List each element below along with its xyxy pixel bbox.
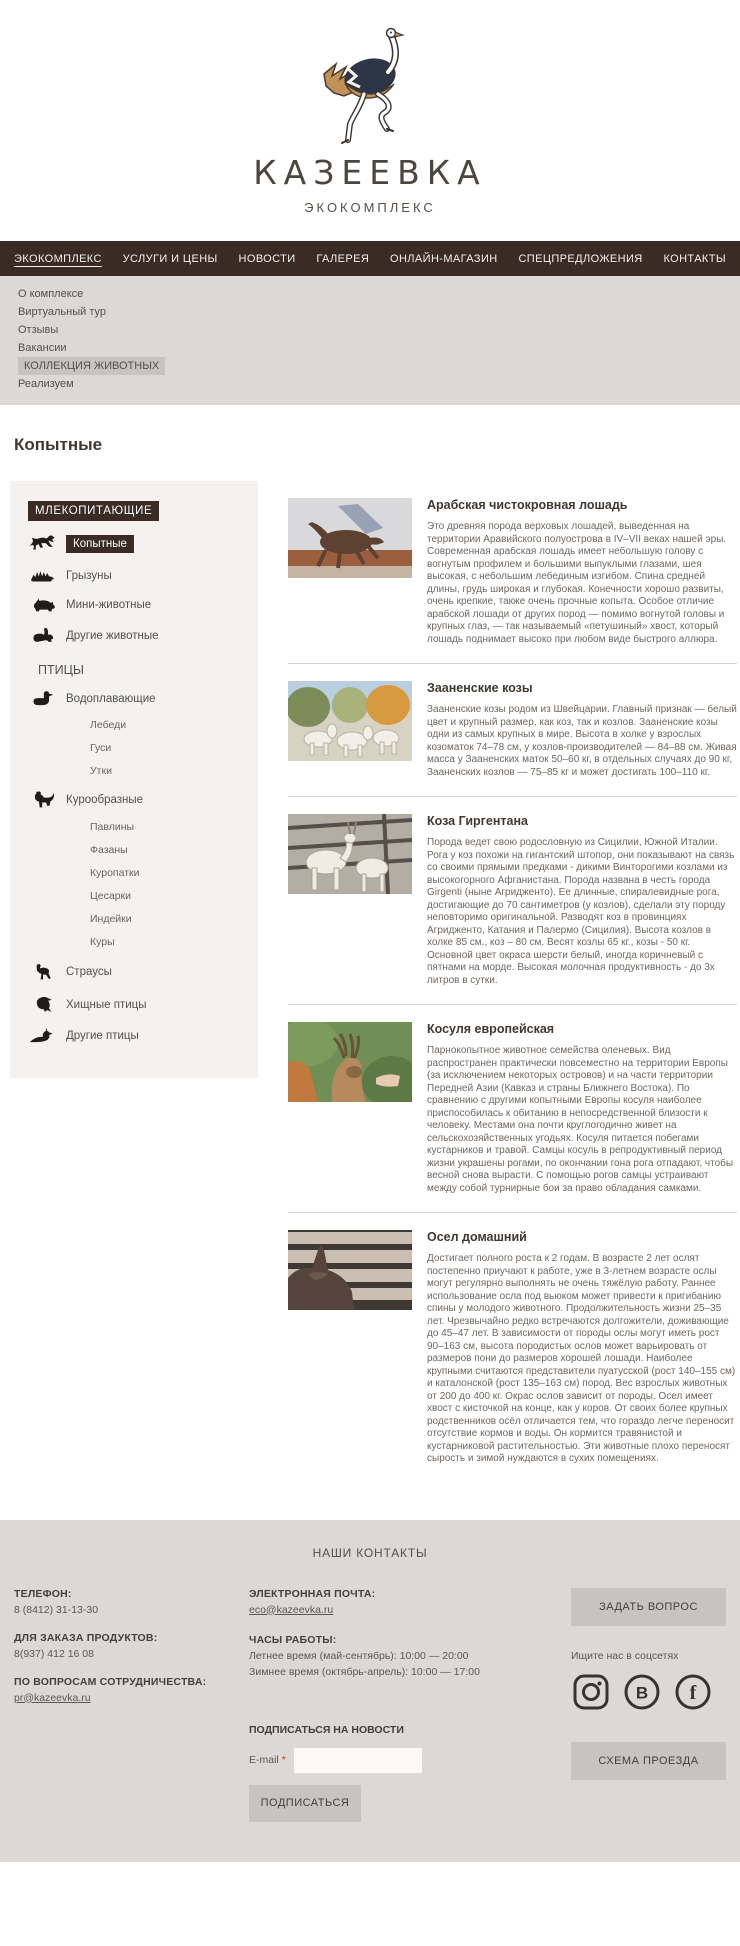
email-link[interactable]: eco@kazeevka.ru bbox=[249, 1603, 334, 1616]
brand-title: КАЗЕЕВКА bbox=[253, 153, 487, 192]
animal-title: Арабская чистокровная лошадь bbox=[427, 498, 628, 512]
hours-label: ЧАСЫ РАБОТЫ: bbox=[249, 1633, 337, 1646]
map-button[interactable]: СХЕМА ПРОЕЗДА bbox=[571, 1742, 726, 1780]
submenu-vacancies[interactable]: Вакансии bbox=[18, 342, 67, 354]
animal-entry-arabian-horse bbox=[288, 481, 737, 663]
submenu-about[interactable]: О комплексе bbox=[18, 288, 84, 300]
sidebar-item-raptors[interactable]: Хищные птицы bbox=[28, 995, 248, 1015]
subscribe-block bbox=[249, 1724, 499, 1822]
nav-services-prices[interactable]: УСЛУГИ И ЦЕНЫ bbox=[122, 252, 218, 265]
footer bbox=[0, 1520, 740, 1862]
orders-label: ДЛЯ ЗАКАЗА ПРОДУКТОВ: bbox=[14, 1631, 158, 1644]
rabbit-icon bbox=[28, 626, 58, 645]
animal-title: Косуля европейская bbox=[427, 1022, 555, 1036]
socials-label: Ищите нас в соцсетях bbox=[571, 1649, 679, 1662]
sidebar-item-swans[interactable]: Лебеди bbox=[90, 719, 127, 731]
sidebar-item-rodents[interactable]: Грызуны bbox=[28, 567, 248, 584]
submenu-animal-collection[interactable]: КОЛЛЕКЦИЯ ЖИВОТНЫХ bbox=[18, 357, 165, 375]
facebook-icon[interactable] bbox=[673, 1672, 713, 1712]
sidebar-item-guinea-fowl[interactable]: Цесарки bbox=[90, 890, 131, 902]
animal-description: Достигает полного роста к 2 годам. В возрасте 2 лет ослят постепенно приучают к работе, уже в 3-летнем возрасте ослы могут регулярно выполнять не очень тяжёлую работу. Раннее использование осла под вьюком может привести к пригибанию спины у молодого животного. Продолжительность жизни 25–35 лет. Чрезвычайно редко встречаются долгожители, доживающие до 45–47 лет. В зависимости от породы ослы могут иметь рост 90–163 см, высота породистых ослов может варьировать от размеров пони до размеров хорошей лошади. Наиболее крупными считаются представители пуатусской (рост 140–155 см) и каталонской (рост 135–163 см) пород. Вес взрослых животных от 200 до 400 кг. Окрас ослов зависит от породы. Осел имеет хвост с кисточкой на конце, как у коров. От своих более крупных родственников осёл отличается тем, что гораздо легче переносит отсутствие кормов и воды. Он кормится травянистой и кустарниковой растительностью. Эти животные плохо переносят сырость и зимой нуждаются в сухих помещениях. bbox=[427, 1253, 736, 1464]
sidebar-item-other-animals[interactable]: Другие животные bbox=[28, 626, 248, 645]
submenu-for-sale[interactable]: Реализуем bbox=[18, 378, 74, 390]
animal-entry-donkey bbox=[288, 1212, 737, 1483]
site-header bbox=[0, 0, 740, 241]
ask-question-button[interactable]: ЗАДАТЬ ВОПРОС bbox=[571, 1588, 726, 1626]
brand-subtitle: ЭКОКОМПЛЕКС bbox=[304, 200, 436, 215]
sidebar-item-turkeys[interactable]: Индейки bbox=[90, 913, 132, 925]
animal-title: Зааненские козы bbox=[427, 681, 533, 695]
animal-entry-roe-deer bbox=[288, 1004, 737, 1212]
submenu-reviews[interactable]: Отзывы bbox=[18, 324, 59, 336]
nav-news[interactable]: НОВОСТИ bbox=[238, 252, 296, 265]
cooperation-label: ПО ВОПРОСАМ СОТРУДНИЧЕСТВА: bbox=[14, 1675, 207, 1688]
nav-gallery[interactable]: ГАЛЕРЕЯ bbox=[316, 252, 370, 265]
animal-description: Зааненские козы родом из Швейцарии. Главный признак — белый цвет и крупный размер, как коз, так и козлов. Зааненские козы одни из самых крупных в мире. Высота в холке у взрослых козоматок 74–78 см, у козлов-производителей — 84–88 см. Живая масса у Зааненских маток 50–60 кг, в отдельных случаях до 90 кг, Зааненских козлов — 75–85 кг и может достигать 100–110 кг. bbox=[427, 704, 737, 778]
svg-text:f: f bbox=[689, 1681, 697, 1704]
horse-icon bbox=[28, 534, 58, 554]
animal-description: Это древняя порода верховых лошадей, выведенная на территории Аравийского полуострова в IV–VII веках нашей эры. Современная арабская лошадь имеет небольшую голову с вогнутым профилем и большими выпуклыми глазами, шея высокая, с небольшим лебединым изгибом. Спина средней длины, грудь широкая и глубокая. Конечности хорошо развиты, очень крепкие, также очень прочные копыта. Особое отличие арабской лошади от других пород — помимо вогнутой головы и крупных глаз, — так называемый «петушиный» хвост, который лошадь поднимает высоко при любом виде быстрого аллюра. bbox=[427, 521, 727, 645]
social-links bbox=[571, 1672, 726, 1712]
sidebar-item-partridges[interactable]: Куропатки bbox=[90, 867, 140, 879]
sidebar-item-chickens[interactable]: Куры bbox=[90, 936, 115, 948]
girgentana-goat-photo bbox=[288, 814, 412, 894]
email-input[interactable] bbox=[294, 1748, 422, 1773]
animal-description: Парнокопытное животное семейства оленевых. Вид распространен практически повсеместно на территории Европы (за исключением некоторых островов) и на части территории Передней Азии (Кавказ и страны Ближнего Востока). По сравнению с другими копытными Европы косуля наиболее приспособилась к обитанию в непосредственной близости к человеку. Местами она почти круглогодично живет на сельскохозяйственных угодьях. Косуля питается побегами кустарников и травой. Самцы косуль в репродуктивный период жизни украшены рогами, по окончании гона рога отпадают, чтобы весной снова вырасти. С помощью рогов самцы устраивают между собой турнирные бои за право обладания самками. bbox=[427, 1045, 734, 1194]
sidebar-item-galliformes[interactable]: Курообразные bbox=[28, 790, 248, 810]
required-asterisk: * bbox=[281, 1754, 286, 1766]
nav-online-shop[interactable]: ОНЛАЙН-МАГАЗИН bbox=[390, 252, 498, 265]
animal-entry-girgentana-goat bbox=[288, 796, 737, 1004]
sidebar-item-ducks[interactable]: Утки bbox=[90, 765, 112, 777]
sidebar-item-ostriches[interactable]: Страусы bbox=[28, 961, 248, 982]
email-label: ЭЛЕКТРОННАЯ ПОЧТА: bbox=[249, 1587, 376, 1600]
nav-ecocomplex[interactable]: ЭКОКОМПЛЕКС bbox=[14, 252, 102, 265]
footer-heading: НАШИ КОНТАКТЫ bbox=[312, 1545, 428, 1560]
email-field-label: E-mail bbox=[249, 1754, 279, 1766]
ostrich-icon bbox=[28, 961, 58, 982]
sidebar-header-mammals[interactable]: МЛЕКОПИТАЮЩИЕ bbox=[28, 501, 159, 521]
donkey-photo bbox=[288, 1230, 412, 1310]
footer-contacts-column bbox=[14, 1588, 249, 1822]
animal-title: Коза Гиргентана bbox=[427, 814, 528, 828]
phone-number: 8 (8412) 31-13-30 bbox=[14, 1603, 99, 1616]
sidebar-item-geese[interactable]: Гуси bbox=[90, 742, 112, 754]
phone-label: ТЕЛЕФОН: bbox=[14, 1587, 72, 1600]
rodent-icon bbox=[28, 567, 58, 584]
vk-icon[interactable] bbox=[622, 1672, 662, 1712]
instagram-icon[interactable] bbox=[571, 1672, 611, 1712]
nav-contacts[interactable]: КОНТАКТЫ bbox=[663, 252, 726, 265]
duck-icon bbox=[28, 690, 58, 708]
animal-list bbox=[288, 481, 737, 1483]
cooperation-email-link[interactable]: pr@kazeevka.ru bbox=[14, 1691, 91, 1704]
ostrich-logo-icon bbox=[290, 131, 450, 148]
page-title: Копытные bbox=[14, 435, 103, 454]
saanen-goats-photo bbox=[288, 681, 412, 761]
subscribe-heading: ПОДПИСАТЬСЯ НА НОВОСТИ bbox=[249, 1723, 404, 1736]
main-nav bbox=[0, 241, 740, 276]
sidebar-item-hoofed[interactable]: Копытные bbox=[28, 534, 248, 554]
animal-title: Осел домашний bbox=[427, 1230, 527, 1244]
sidebar-header-birds[interactable]: ПТИЦЫ bbox=[38, 663, 84, 677]
peacock-icon bbox=[28, 1028, 58, 1044]
rooster-icon bbox=[28, 790, 58, 810]
sidebar-item-peacocks[interactable]: Павлины bbox=[90, 821, 135, 833]
animal-description: Порода ведет свою родословную из Сицилии, Южной Италии. Рога у коз похожи на гигантский штопор, они показывают на связь со своими прямыми предками - дикими Винторогими козлами из высокогорного Афганистана. Порода названа в честь города Girgenti (ныне Агридженто). Ее длинные, спиралевидные рога, достигающие до 70 сантиметров (у козлов), сделали эту породу неповторимо оригинальной. Разводят коз в провинциях Агридженто, Катания и Палермо (Сицилия). Высота козлов в холке 85 см., коз – 80 см. Весят козлы 65 кг., козы - 50 кг. Основной цвет окраса шерсти белый, иногда коричневый с пятнами на морде. Высокая молочная продуктивность - до 3х литров в сутки. bbox=[427, 837, 735, 986]
sidebar-item-other-birds[interactable]: Другие птицы bbox=[28, 1028, 248, 1044]
orders-phone-number: 8(937) 412 16 08 bbox=[14, 1647, 94, 1660]
pig-icon bbox=[28, 597, 58, 613]
sidebar-item-pheasants[interactable]: Фазаны bbox=[90, 844, 128, 856]
submenu bbox=[0, 276, 740, 405]
submenu-virtual-tour[interactable]: Виртуальный тур bbox=[18, 306, 106, 318]
hours-winter: Зимнее время (октябрь-апрель): 10:00 — 17:00 bbox=[249, 1665, 480, 1678]
footer-actions-column bbox=[571, 1588, 726, 1822]
sidebar-item-mini-animals[interactable]: Мини-животные bbox=[28, 597, 248, 613]
footer-email-hours-column bbox=[249, 1588, 499, 1822]
logo[interactable] bbox=[253, 22, 487, 241]
content bbox=[0, 481, 740, 1483]
sidebar-item-waterfowl[interactable]: Водоплавающие bbox=[28, 690, 248, 708]
roe-deer-photo bbox=[288, 1022, 412, 1102]
raptor-icon bbox=[28, 995, 58, 1015]
animal-entry-saanen-goats bbox=[288, 663, 737, 796]
svg-text:В: В bbox=[635, 1683, 649, 1702]
sidebar bbox=[10, 481, 258, 1078]
subscribe-button[interactable]: ПОДПИСАТЬСЯ bbox=[249, 1785, 361, 1822]
hours-summer: Летнее время (май-сентябрь): 10:00 — 20:00 bbox=[249, 1649, 469, 1662]
nav-special-offers[interactable]: СПЕЦПРЕДЛОЖЕНИЯ bbox=[518, 252, 643, 265]
arabian-horse-photo bbox=[288, 498, 412, 578]
